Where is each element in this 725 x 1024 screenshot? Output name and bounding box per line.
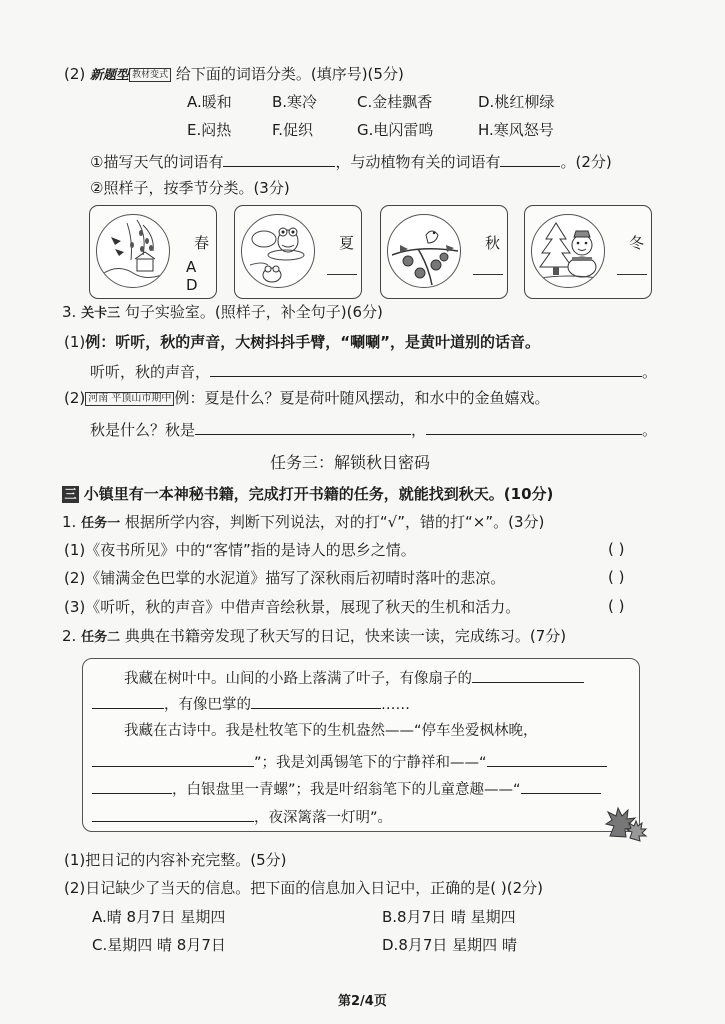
q2-number: (2)	[64, 65, 86, 83]
page-number: 第2/4页	[338, 994, 387, 1009]
frog-lotus-icon	[241, 214, 315, 288]
option-f: F.促织	[272, 121, 313, 139]
s1-start: 听听，秋的声音，	[90, 363, 211, 381]
task2-label: 任务二	[81, 630, 121, 645]
q3-title: 句子实验室。(照样子，补全句子)(6分)	[124, 303, 383, 321]
season-card-winter	[524, 205, 652, 299]
diary-line-2	[92, 692, 410, 715]
q2-instruction: 给下面的词语分类。(填序号)(5分)	[175, 65, 404, 83]
option-d: D.桃红柳绿	[478, 93, 555, 111]
section-three-header	[62, 484, 553, 504]
season-name-winter: 冬	[629, 234, 645, 252]
option-e: E.闷热	[187, 121, 232, 139]
diary-text-6a: ，夜深篱落一灯明”。	[254, 810, 393, 826]
season-answer-blank-autumn[interactable]	[473, 274, 503, 275]
choice-b: B.8月7日 晴 星期四	[382, 908, 516, 926]
option-a: A.暖和	[187, 93, 232, 111]
option-g: G.电闪雷鸣	[357, 121, 434, 139]
diary-text-4a: ”；我是刘禹锡笔下的宁静祥和——“	[254, 755, 487, 771]
diary-line-1	[124, 666, 584, 689]
task3-heading: 任务三：解锁秋日密码	[270, 453, 431, 472]
task2-title: 典典在书籍旁发现了秋天写的日记，快来读一读，完成练习。(7分)	[124, 627, 567, 645]
judgment-1-answer[interactable]: ( )	[608, 540, 625, 558]
diary-q2: (2)日记缺少了当天的信息。把下面的信息加入日记中，正确的是( )(2分)	[64, 879, 543, 897]
diary-text-2a: ，有像巴掌的	[164, 697, 251, 713]
task1-number: 1.	[62, 513, 77, 531]
snowman-pine-icon	[531, 214, 605, 288]
section-number-box: 三	[62, 486, 79, 503]
s2-mid: ，	[411, 421, 427, 439]
plants-animals-answer-blank[interactable]	[500, 150, 560, 167]
choice-d: D.8月7日 星期四 晴	[382, 936, 517, 954]
s1-answer-blank[interactable]	[210, 360, 642, 377]
task2-header	[62, 626, 566, 648]
diary-q1: (1)把日记的内容补充完整。(5分)	[64, 851, 287, 869]
s1-label: (1)	[64, 333, 86, 351]
diary-blank-6[interactable]	[92, 777, 172, 794]
season-name-autumn: 秋	[485, 234, 501, 252]
diary-text-5a: ，白银盘里一青螺”；我是叶绍翁笔下的儿童意趣——“	[172, 782, 521, 798]
weather-answer-blank[interactable]	[223, 150, 335, 167]
season-name-summer: 夏	[339, 234, 355, 252]
task1-header	[62, 512, 544, 534]
task1-title: 根据所学内容，判断下列说法，对的打“√”，错的打“×”。(3分)	[124, 513, 545, 531]
q3-s2-example	[64, 388, 549, 408]
task1-label: 任务一	[81, 516, 121, 531]
diary-blank-4[interactable]	[92, 750, 254, 767]
sub1-text-a: ①描写天气的词语有	[90, 153, 224, 171]
season-answer-blank-winter[interactable]	[617, 274, 647, 275]
diary-text-1: 我藏在树叶中。山间的小路上落满了叶子，有像扇子的	[124, 671, 472, 687]
new-question-tag: 新题型	[90, 68, 130, 83]
judgment-2-answer[interactable]: ( )	[608, 568, 625, 586]
q3-s2-answer	[90, 418, 657, 440]
judgment-3: (3)《听听，秋的声音》中借声音绘秋景，展现了秋天的生机和活力。	[64, 598, 521, 616]
diary-line-3: 我藏在古诗中。我是杜牧笔下的生机盎然——“停车坐爱枫林晚，	[124, 723, 538, 739]
season-answer-blank-summer[interactable]	[327, 274, 357, 275]
region-exam-tag: 河南 平顶山市期中	[85, 392, 174, 406]
textbook-variant-tag: 教材变式	[129, 68, 171, 82]
q2-sub1	[90, 150, 612, 172]
s1-end: 。	[642, 363, 658, 381]
q2-header	[64, 64, 404, 86]
choice-a: A.晴 8月7日 星期四	[92, 908, 226, 926]
season-card-autumn	[380, 205, 508, 299]
diary-line-4	[92, 750, 607, 773]
level-tag: 关卡三	[81, 306, 121, 321]
sub1-text-c: 。(2分)	[560, 153, 612, 171]
q2-sub2: ②照样子，按季节分类。(3分)	[90, 179, 290, 197]
diary-text-2b: ……	[381, 697, 410, 713]
choice-c: C.星期四 晴 8月7日	[92, 936, 226, 954]
s1-example-text: 例：听听，秋的声音，大树抖抖手臂，“唰唰”，是黄叶道别的话音。	[85, 333, 540, 351]
q3-s1-example	[64, 332, 540, 352]
season-card-summer	[234, 205, 362, 299]
season-answer-spring: A D	[186, 258, 201, 294]
diary-blank-7[interactable]	[521, 777, 601, 794]
diary-line-5	[92, 777, 601, 800]
diary-blank-1[interactable]	[472, 666, 584, 683]
s2-start: 秋是什么？秋是	[90, 421, 196, 439]
s2-answer-blank-1[interactable]	[195, 418, 411, 435]
option-h: H.寒风怒号	[478, 121, 554, 139]
s2-end: 。	[642, 421, 658, 439]
diary-blank-8[interactable]	[92, 805, 254, 822]
section-title: 小镇里有一本神秘书籍，完成打开书籍的任务，就能找到秋天。(10分)	[83, 485, 554, 503]
bird-persimmon-icon	[387, 214, 461, 288]
q3-number: 3.	[62, 303, 77, 321]
sub1-text-b: ，与动植物有关的词语有	[335, 153, 501, 171]
option-b: B.寒冷	[272, 93, 318, 111]
option-c: C.金桂飘香	[357, 93, 433, 111]
season-card-spring	[89, 205, 217, 299]
diary-blank-2[interactable]	[92, 692, 164, 709]
s2-label: (2)	[64, 389, 86, 407]
s2-answer-blank-2[interactable]	[426, 418, 642, 435]
judgment-1: (1)《夜书所见》中的“客情”指的是诗人的思乡之情。	[64, 541, 416, 559]
q3-header	[62, 302, 383, 324]
diary-blank-5[interactable]	[487, 750, 607, 767]
season-name-spring: 春	[194, 234, 210, 252]
judgment-2: (2)《铺满金色巴掌的水泥道》描写了深秋雨后初晴时落叶的悲凉。	[64, 569, 506, 587]
diary-blank-3[interactable]	[251, 692, 381, 709]
s2-example-text: 例：夏是什么？夏是荷叶随风摆动，和水中的金鱼嬉戏。	[174, 389, 550, 407]
q3-s1-answer	[90, 360, 657, 382]
judgment-3-answer[interactable]: ( )	[608, 597, 625, 615]
task2-number: 2.	[62, 627, 77, 645]
maple-leaf-icon	[596, 806, 648, 846]
swallow-willow-icon	[96, 214, 170, 288]
diary-line-6	[92, 805, 392, 828]
